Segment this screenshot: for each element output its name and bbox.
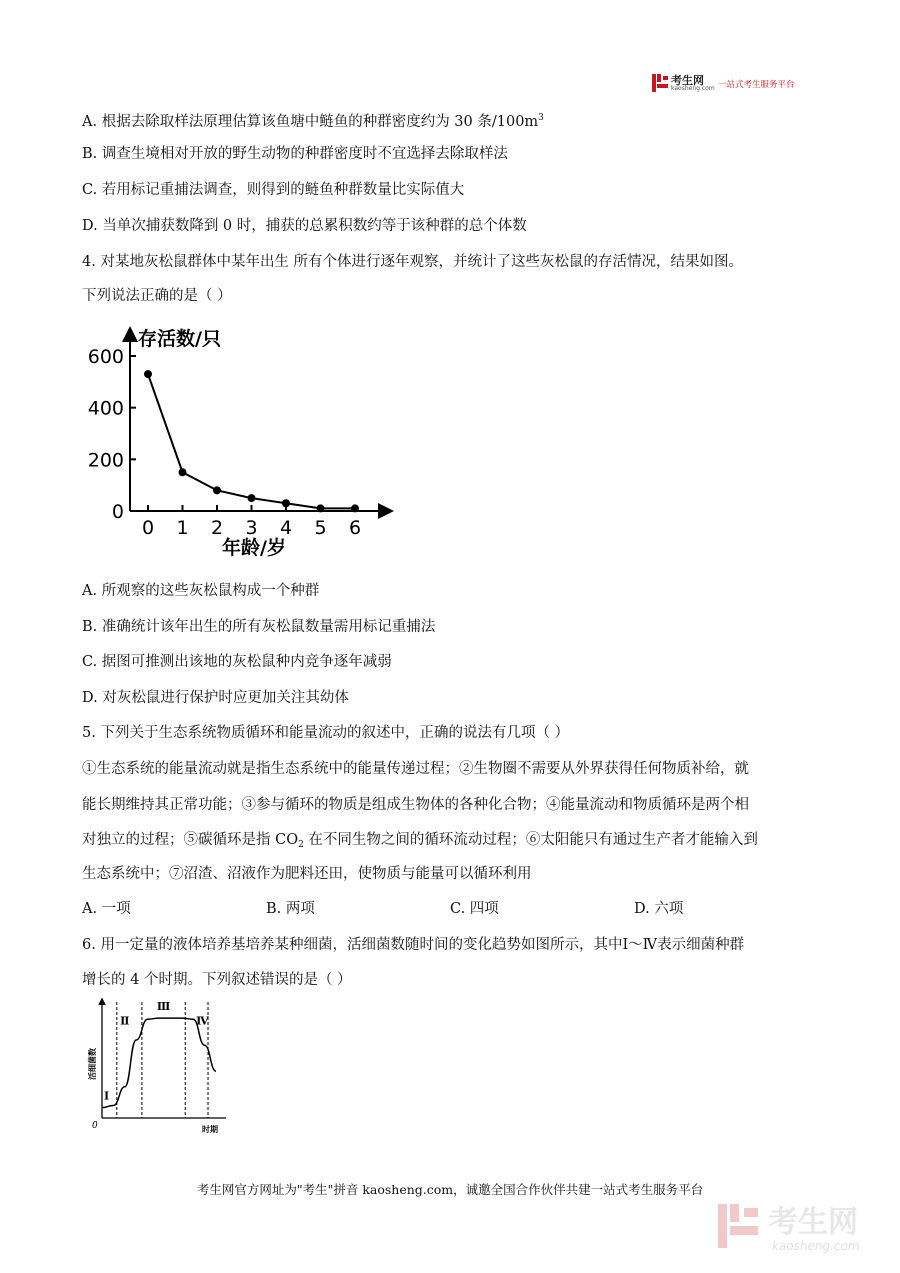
chart2-phase-label: Ⅳ [196,1014,209,1028]
q5-option-b: B. 两项 [266,901,315,917]
chart2-x-label: 时期 [202,1125,218,1134]
chart1-data-point [248,494,256,502]
q5-body-line3-pre: 对独立的过程；⑤碳循环是指 CO [82,832,299,848]
q5-body-line4: 生态系统中；⑦沼渣、沼液作为肥料还田，使物质与能量可以循环利用 [82,866,532,882]
q4-option-c: C. 据图可推测出该地的灰松鼠种内竞争逐年减弱 [82,654,392,670]
chart1-x-tick-label: 5 [314,517,327,539]
chart1-y-label: 存活数/只 [138,328,221,350]
page-footer: 考生网官方网址为"考生"拼音 kaosheng.com，诚邀全国合作伙伴共建一站式考生服务平台 [196,1182,704,1197]
q4-option-b: B. 准确统计该年出生的所有灰松鼠数量需用标记重捕法 [82,619,436,635]
kaosheng-watermark [716,1200,886,1256]
chart2-origin-label: 0 [92,1121,98,1131]
chart1-y-tick-label: 400 [87,397,124,420]
q5-body-line3-post: 在不同生物之间的循环流动过程；⑥太阳能只有通过生产者才能输入到 [303,832,758,848]
bacteria-growth-chart [84,998,234,1138]
survival-chart [84,322,404,567]
q5-body-line2: 能长期维持其正常功能；③参与循环的物质是组成生物体的各种化合物；④能量流动和物质循环是两个相 [82,797,749,813]
chart1-x-tick-label: 0 [141,517,155,539]
q5-stem: 5. 下列关于生态系统物质循环和能量流动的叙述中，正确的说法有几项（ ） [82,725,570,741]
logo-site-name: 考生网 [671,74,704,87]
chart1-data-point [282,499,290,507]
q6-stem-line2: 增长的 4 个时期。下列叙述错误的是（ ） [82,972,352,988]
q3-option-b: B. 调查生境相对开放的野生动物的种群密度时不宜选择去除取样法 [82,146,508,162]
chart1-series-line [148,374,355,508]
kaosheng-logo-icon [652,74,668,92]
chart1-x-tick-label: 1 [176,517,189,539]
site-logo[interactable] [652,72,822,96]
q5-body-line1: ①生态系统的能量流动就是指生态系统中的能量传递过程；②生物圈不需要从外界获得任何物质补给，就 [82,761,749,777]
chart1-x-tick-label: 3 [245,517,258,539]
q4-option-d: D. 对灰松鼠进行保护时应更加关注其幼体 [82,690,349,706]
q3-option-d: D. 当单次捕获数降到 0 时，捕获的总累积数约等于该种群的总个体数 [82,218,527,234]
q5-body-line3 [82,830,758,855]
q3-option-a-superscript: 3 [538,113,544,123]
q3-option-a [82,108,544,132]
chart1-data-point [213,486,221,494]
q4-stem-line1: 4. 对某地灰松鼠群体中某年出生 所有个体进行逐年观察，并统计了这些灰松鼠的存活情况，结果如图。 [82,254,744,270]
chart1-data-point [317,504,325,512]
q3-option-c: C. 若用标记重捕法调查，则得到的鲢鱼种群数量比实际值大 [82,182,465,198]
q5-option-c: C. 四项 [450,901,499,917]
q5-option-a: A. 一项 [82,901,131,917]
q4-stem-line2: 下列说法正确的是（ ） [82,288,232,304]
chart1-x-label: 年龄/岁 [222,537,286,559]
q3-option-a-text: A. 根据去除取样法原理估算该鱼塘中鲢鱼的种群密度约为 30 条/100m [82,114,539,130]
chart2-phase-label: Ⅲ [156,999,171,1013]
logo-site-url: kaosheng.com [671,85,715,92]
chart1-x-tick-label: 2 [210,517,224,539]
q5-body-line3-subscript: 2 [298,840,304,850]
chart2-growth-curve [102,1018,216,1107]
chart1-data-point [144,370,152,378]
chart2-phase-label: Ⅰ [103,1089,110,1103]
chart1-y-tick-label: 600 [87,346,124,368]
watermark-name: 考生网 [768,1205,858,1240]
chart2-y-label: 活细菌数 [88,1048,97,1080]
chart1-data-point [351,504,359,512]
q5-option-d: D. 六项 [634,901,684,917]
q4-option-a: A. 所观察的这些灰松鼠构成一个种群 [82,583,320,599]
watermark-url: kaosheng.com [772,1239,860,1253]
chart1-y-tick-label: 0 [111,501,124,523]
chart1-x-tick-label: 4 [279,517,293,539]
watermark-logo-icon [718,1204,758,1248]
chart1-x-tick-label: 6 [348,517,362,539]
chart1-data-point [179,468,187,476]
logo-slogan: 一站式考生服务平台 [718,80,795,90]
q6-stem-line1: 6. 用一定量的液体培养基培养某种细菌，活细菌数随时间的变化趋势如图所示，其中Ⅰ～Ⅳ表示细菌种群 [82,937,745,953]
chart2-phase-label: Ⅱ [120,1014,130,1028]
chart1-y-tick-label: 200 [87,449,124,472]
